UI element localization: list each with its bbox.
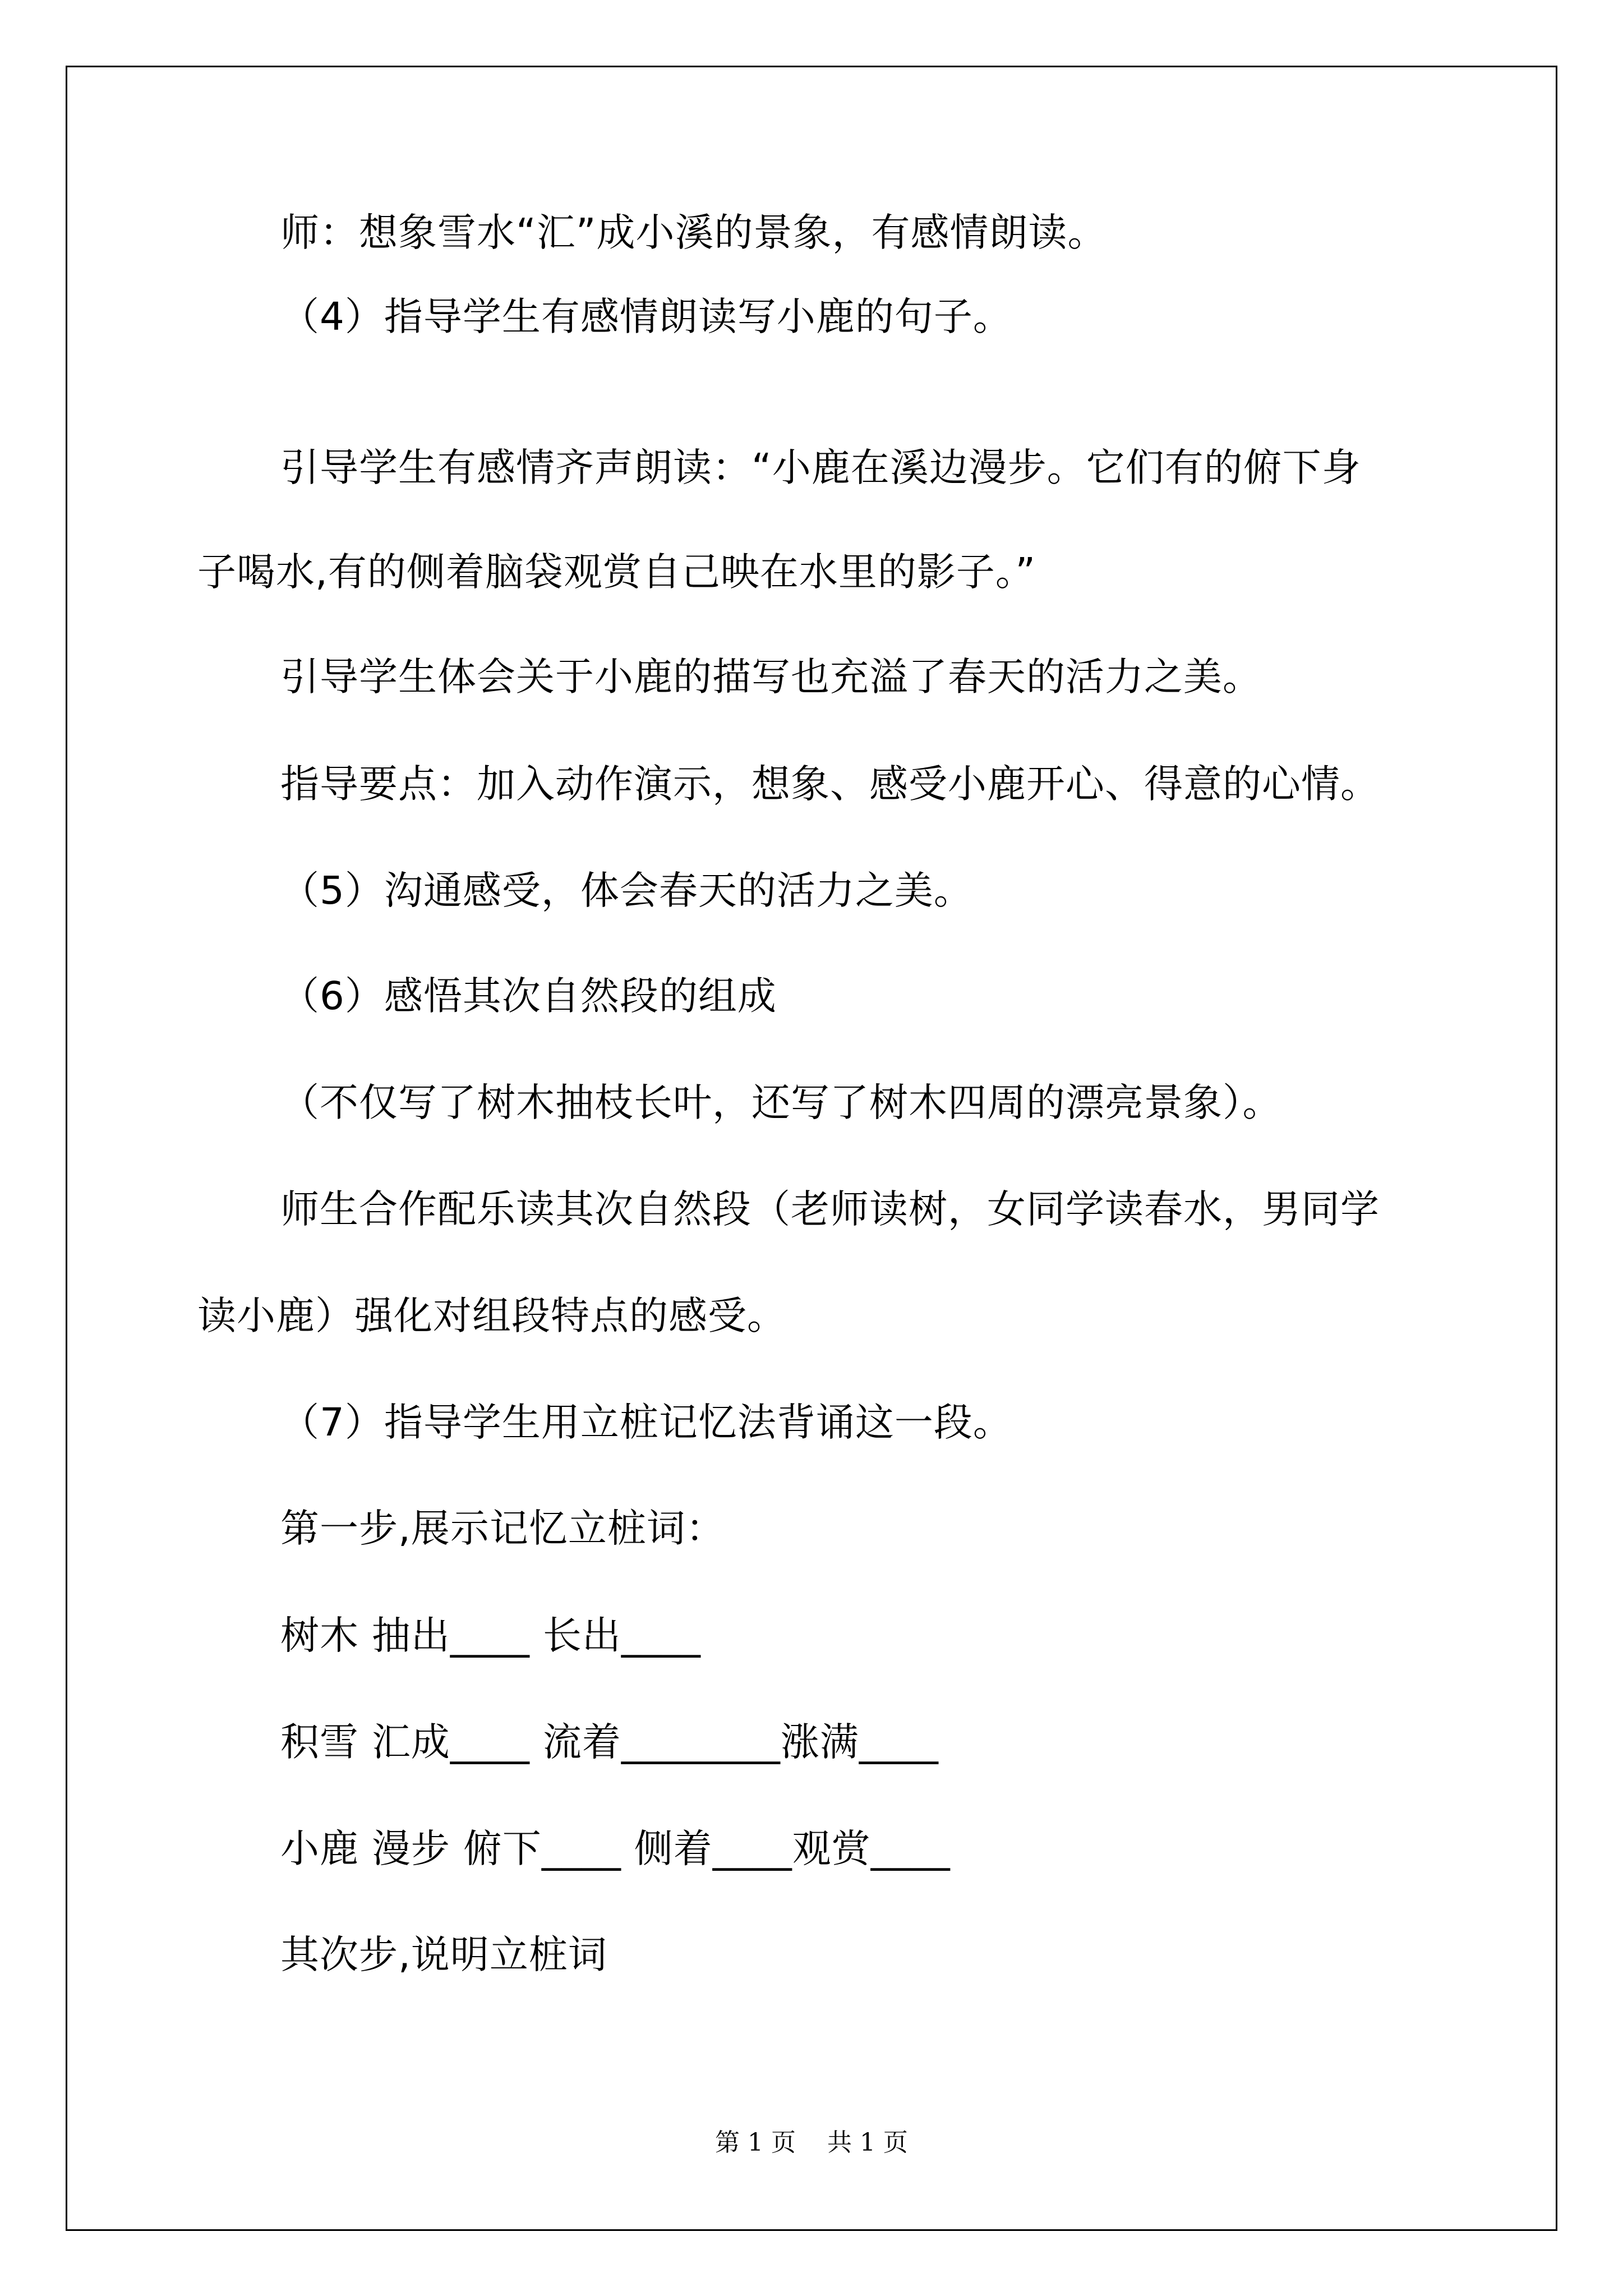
- text-line: （6）感悟其次自然段的组成: [280, 974, 777, 1019]
- text-line: 积雪 汇成____ 流着________涨满____: [280, 1720, 939, 1765]
- page-border: [66, 66, 1557, 2231]
- text-line: 引导学生体会关于小鹿的描写也充溢了春天的活力之美。: [280, 655, 1262, 700]
- page-footer: 第 1 页 共 1 页: [715, 2128, 908, 2157]
- text-line: 其次步,说明立桩词: [280, 1932, 607, 1977]
- text-line: 读小鹿）强化对组段特点的感受。: [197, 1294, 786, 1338]
- text-line: 第一步,展示记忆立桩词：: [280, 1506, 725, 1551]
- text-line: 师生合作配乐读其次自然段（老师读树，女同学读春水，男同学: [280, 1187, 1380, 1232]
- text-line: （4）指导学生有感情朗读写小鹿的句子。: [280, 295, 1012, 339]
- text-line: （5）沟通感受，体会春天的活力之美。: [280, 868, 973, 913]
- text-line: 小鹿 漫步 俯下____ 侧着____观赏____: [280, 1826, 951, 1871]
- text-line: 指导要点：加入动作演示，想象、感受小鹿开心、得意的心情。: [280, 762, 1380, 807]
- text-line: 树木 抽出____ 长出____: [280, 1613, 701, 1658]
- text-line: （7）指导学生用立桩记忆法背诵这一段。: [280, 1400, 1012, 1445]
- text-line: 引导学生有感情齐声朗读：“小鹿在溪边漫步。它们有的俯下身: [280, 445, 1361, 490]
- text-line: 子喝水,有的侧着脑袋观赏自己映在水里的影子。”: [197, 550, 1036, 595]
- text-line: （不仅写了树木抽枝长叶，还写了树木四周的漂亮景象）。: [280, 1080, 1282, 1125]
- text-line: 师：想象雪水“汇”成小溪的景象，有感情朗读。: [280, 210, 1107, 255]
